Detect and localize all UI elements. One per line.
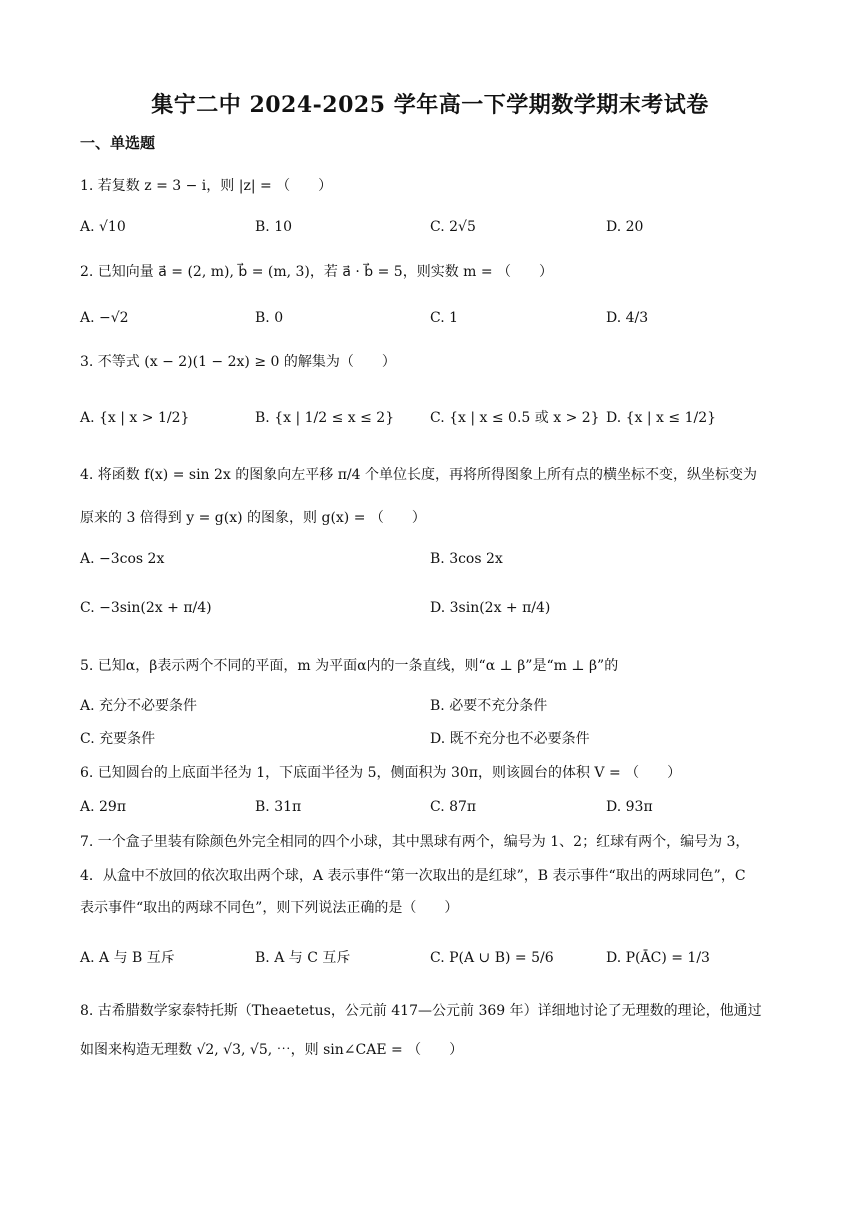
question-1-option-a[interactable]: A. √10	[80, 219, 126, 235]
question-3-option-a[interactable]: A. {x | x > 1/2}	[80, 410, 190, 426]
question-3-option-b[interactable]: B. {x | 1/2 ≤ x ≤ 2}	[255, 410, 395, 426]
question-1-option-b[interactable]: B. 10	[255, 219, 293, 235]
question-8-stem-line-1: 8. 古希腊数学家泰特托斯（Theaetetus，公元前 417—公元前 369 年）详细地讨论了无理数的理论，他通过	[80, 1003, 762, 1019]
question-5-stem: 5. 已知α，β表示两个不同的平面，m 为平面α内的一条直线，则“α ⊥ β”是“m ⊥ β”的	[80, 658, 619, 674]
question-7-stem-line-3: 表示事件“取出的两球不同色”，则下列说法正确的是（ ）	[80, 900, 459, 916]
question-4-option-a[interactable]: A. −3cos 2x	[80, 551, 165, 567]
question-7-option-a[interactable]: A. A 与 B 互斥	[80, 950, 175, 966]
question-3-option-c[interactable]: C. {x | x ≤ 0.5 或 x > 2}	[430, 410, 600, 426]
question-7-stem-line-1: 7. 一个盒子里装有除颜色外完全相同的四个小球，其中黑球有两个，编号为 1、2；红球有两个，编号为 3，	[80, 834, 750, 850]
question-4-option-b[interactable]: B. 3cos 2x	[430, 551, 503, 567]
question-7-option-c[interactable]: C. P(A ∪ B) = 5/6	[430, 950, 554, 966]
question-7-option-d[interactable]: D. P(ĀC) = 1/3	[606, 950, 710, 966]
section-heading: 一、单选题	[80, 134, 156, 152]
question-5-option-c[interactable]: C. 充要条件	[80, 731, 156, 747]
question-7-option-b[interactable]: B. A 与 C 互斥	[255, 950, 351, 966]
question-3-stem: 3. 不等式 (x − 2)(1 − 2x) ≥ 0 的解集为（ ）	[80, 354, 396, 370]
question-4-option-c[interactable]: C. −3sin(2x + π/4)	[80, 600, 212, 616]
question-2-option-c[interactable]: C. 1	[430, 310, 459, 326]
question-2-stem: 2. 已知向量 a⃗ = (2, m), b⃗ = (m, 3)，若 a⃗ · b⃗ = 5，则实数 m = （ ）	[80, 264, 554, 280]
question-6-option-b[interactable]: B. 31π	[255, 799, 302, 815]
question-1-stem: 1. 若复数 z = 3 − i，则 |z| = （ ）	[80, 178, 333, 194]
question-4-option-d[interactable]: D. 3sin(2x + π/4)	[430, 600, 551, 616]
question-4-stem-line-1: 4. 将函数 f(x) = sin 2x 的图象向左平移 π/4 个单位长度，再将所得图象上所有点的横坐标不变，纵坐标变为	[80, 467, 757, 483]
question-6-option-c[interactable]: C. 87π	[430, 799, 477, 815]
question-5-option-d[interactable]: D. 既不充分也不必要条件	[430, 731, 590, 747]
question-8-stem-line-2: 如图来构造无理数 √2, √3, √5, ⋯，则 sin∠CAE = （ ）	[80, 1042, 464, 1058]
question-6-option-d[interactable]: D. 93π	[606, 799, 653, 815]
question-2-option-a[interactable]: A. −√2	[80, 310, 129, 326]
question-1-option-c[interactable]: C. 2√5	[430, 219, 476, 235]
question-5-option-a[interactable]: A. 充分不必要条件	[80, 698, 198, 714]
question-6-option-a[interactable]: A. 29π	[80, 799, 127, 815]
question-6-stem: 6. 已知圆台的上底面半径为 1，下底面半径为 5，侧面积为 30π，则该圆台的体积 V = （ ）	[80, 765, 682, 781]
question-2-option-b[interactable]: B. 0	[255, 310, 284, 326]
question-7-stem-line-2: 4．从盒中不放回的依次取出两个球，A 表示事件“第一次取出的是红球”，B 表示事件“取出的两球同色”，C	[80, 868, 746, 884]
question-5-option-b[interactable]: B. 必要不充分条件	[430, 698, 548, 714]
question-1-option-d[interactable]: D. 20	[606, 219, 644, 235]
question-2-option-d[interactable]: D. 4/3	[606, 310, 649, 326]
page-title: 集宁二中 2024-2025 学年高一下学期数学期末考试卷	[151, 92, 709, 118]
question-4-stem-line-2: 原来的 3 倍得到 y = g(x) 的图象，则 g(x) = （ ）	[80, 510, 426, 526]
question-3-option-d[interactable]: D. {x | x ≤ 1/2}	[606, 410, 717, 426]
